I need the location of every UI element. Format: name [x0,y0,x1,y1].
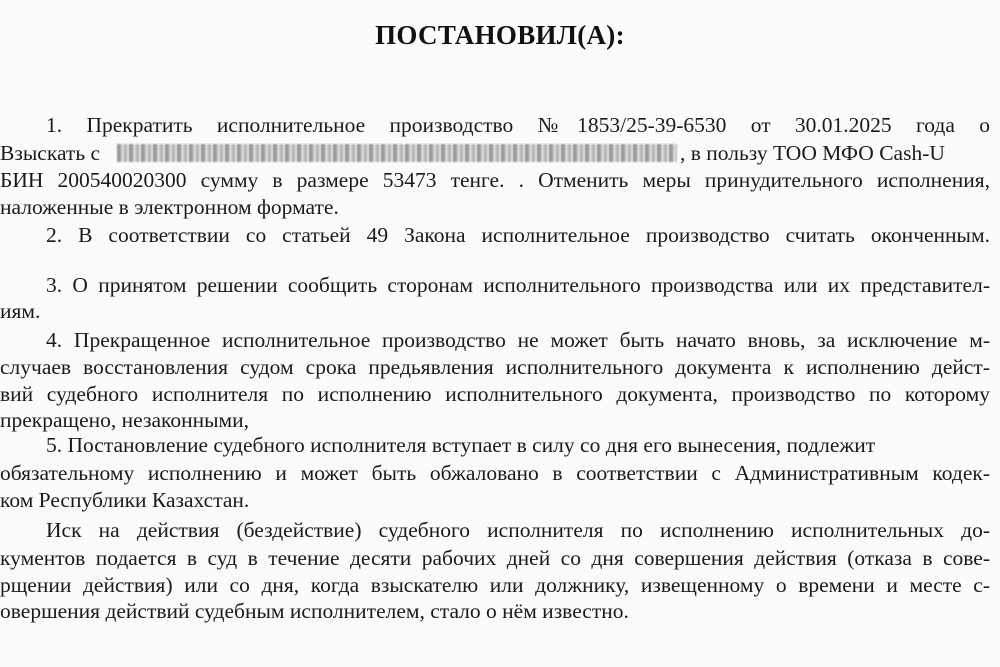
document-line: вий судебного исполнителя по исполнению исполнительного документа, производство по которому [0,382,990,406]
document-line: БИН 200540020300 сумму в размере 53473 тенге. . Отменить меры принудительного исполнения, [0,168,990,192]
document-line: 1. Прекратить исполнительное производство №1853/25-39-6530 от 30.01.2025 года о [46,113,990,137]
document-line: обязательному исполнению и может быть обжаловано в соответствии с Административным кодек- [0,461,990,485]
document-line: овершения действий судебным исполнителем, стало о нём известно. [0,599,629,623]
document-line: кументов подается в суд в течение десяти рабочих дней со дня совершения действия (отказа в сове- [0,546,990,570]
document-line: 5. Постановление судебного исполнителя вступает в силу со дня его вынесения, подлежит [46,433,876,457]
document-line: 2. В соответствии со статьей 49 Закона исполнительное производство считать оконченным. [46,223,990,247]
document-line: ком Республики Казахстан. [0,488,250,512]
redacted-debtor-name [117,144,677,162]
document-line: прекращено, незаконными, [0,408,250,432]
document-title: ПОСТАНОВИЛ(А): [375,20,625,50]
document-line: Иск на действия (бездействие) судебного исполнителя по исполнению исполнительных до- [46,518,990,542]
document-line: наложенные в электронном формате. [0,195,339,219]
document-line: иям. [0,299,41,323]
document-line: случаев восстановления судом срока предьявления исполнительного документа к исполнению дейст- [0,355,990,379]
document-line: 3. О принятом решении сообщить сторонам исполнительного производства или их представител- [46,273,990,297]
document-line: рщении действия) или со дня, когда взыскателю или должнику, извещенному о времени и месте с- [0,573,990,597]
document-line: Взыскать с [0,141,101,165]
document-line: 4. Прекращенное исполнительное производство не может быть начато вновь, за исключение м- [46,328,990,352]
document-line: , в пользу ТОО МФО Cash-U [680,141,945,165]
